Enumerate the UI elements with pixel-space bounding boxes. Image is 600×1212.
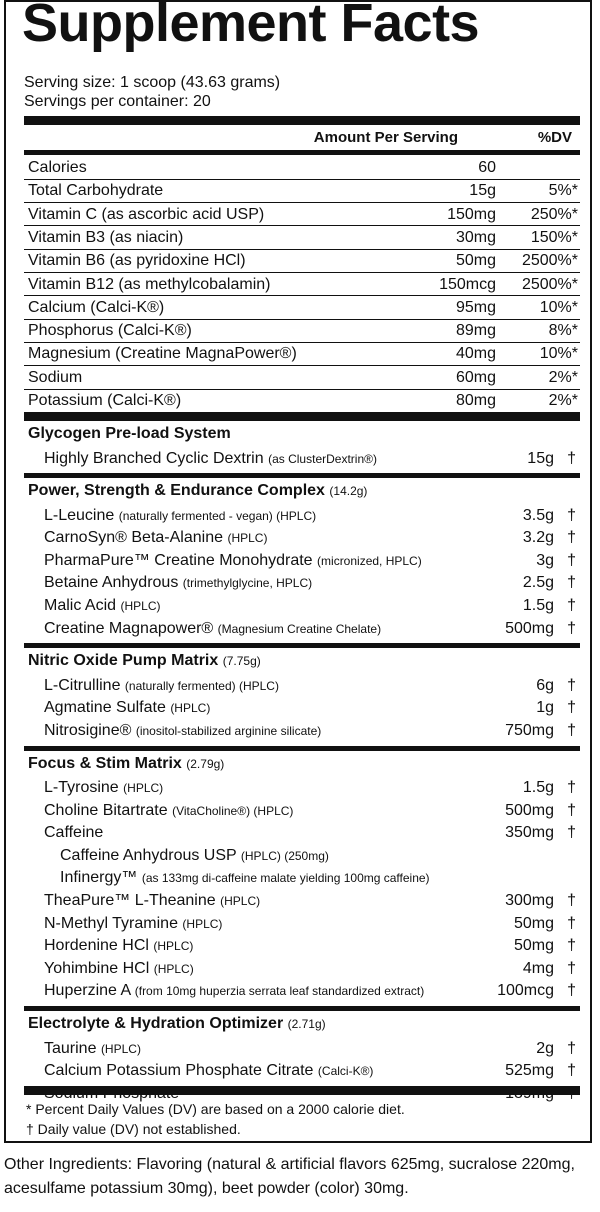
ingredient-name: L-Leucine — [44, 506, 115, 524]
ingredient-name: CarnoSyn® Beta-Alanine — [44, 529, 223, 547]
nutrient-label: Phosphorus (Calci-K®) — [28, 322, 192, 340]
ingredient-name: Yohimbine HCl — [44, 959, 150, 977]
nutrient-label: Calories — [28, 159, 87, 176]
ingredient-name: Caffeine Anhydrous USP — [60, 846, 237, 864]
ingredient-qualifier: (HPLC) — [100, 1041, 141, 1056]
ingredient-amount: 1.5g — [522, 779, 554, 796]
ingredient-name: Choline Bitartrate — [44, 801, 168, 819]
section-title — [28, 482, 367, 500]
nutrient-dv: 2%* — [548, 392, 578, 409]
ingredient-qualifier: (HPLC) — [123, 781, 164, 795]
dagger-mark: † — [567, 959, 576, 977]
ingredient-row — [24, 913, 580, 935]
ingredient-name: Caffeine — [44, 824, 104, 842]
ingredient-row — [24, 845, 580, 867]
dagger-mark: † — [567, 824, 576, 842]
ingredient-label — [44, 982, 424, 1000]
nutrient-amount: 15g — [469, 182, 496, 200]
nutrient-row — [24, 389, 580, 412]
dagger-mark: † — [567, 529, 576, 547]
ingredient-label — [44, 529, 267, 547]
section-name: Power, Strength & Endurance Complex — [28, 482, 325, 500]
nutrient-amount: 150mg — [447, 205, 496, 223]
ingredient-row — [24, 935, 580, 957]
nutrient-amount: 40mg — [455, 345, 496, 363]
ingredient-label — [44, 507, 316, 525]
nutrient-row — [24, 319, 580, 342]
ingredient-amount: 300mg — [505, 892, 554, 909]
nutrient-row — [24, 273, 580, 296]
ingredient-amount: 350mg — [505, 824, 554, 842]
nutrient-amount: 150mcg — [439, 275, 496, 293]
footnote-dv: * Percent Daily Values (DV) are based on a 2000 calorie diet. — [26, 1101, 405, 1117]
ingredient-amount: 3g — [536, 551, 554, 569]
nutrient-label: Potassium (Calci-K®) — [28, 392, 182, 409]
nutrient-dv: 250%* — [530, 205, 578, 223]
nutrient-row — [24, 226, 580, 249]
nutrient-row — [24, 203, 580, 226]
ingredient-label — [44, 677, 279, 695]
nutrient-dv: 2500%* — [521, 275, 578, 293]
dagger-mark: † — [567, 1062, 576, 1080]
nutrient-amount: 50mg — [455, 252, 496, 270]
ingredient-qualifier: (HPLC) — [153, 961, 194, 976]
ingredient-name: Taurine — [44, 1039, 97, 1057]
ingredient-qualifier: (HPLC) — [227, 531, 268, 546]
ingredient-label — [44, 915, 222, 933]
other-ingredients: Other Ingredients: Flavoring (natural & artificial flavors 625mg, sucralose 220mg, acesulfame potassium 30mg), beet powder (color) 30mg. — [4, 1156, 575, 1197]
nutrient-amount: 95mg — [455, 298, 496, 316]
ingredient-label — [44, 960, 194, 978]
dv-header: %DV — [537, 129, 572, 146]
section-weight: (7.75g) — [222, 654, 261, 669]
ingredient-qualifier: (as ClusterDextrin®) — [268, 451, 377, 466]
ingredient-name: Nitrosigine® — [44, 721, 132, 739]
ingredient-label — [44, 1040, 141, 1058]
ingredient-qualifier: (Calci-K®) — [317, 1064, 374, 1079]
nutrient-row — [24, 296, 580, 319]
dagger-mark: † — [567, 914, 576, 932]
section-divider — [24, 643, 580, 648]
nutrient-dv: 10%* — [539, 345, 578, 363]
ingredient-label — [44, 779, 163, 797]
ingredient-label — [44, 552, 422, 570]
ingredient-name: Creatine Magnapower® — [44, 619, 214, 637]
dagger-mark: † — [567, 506, 576, 524]
ingredient-amount: 6g — [536, 676, 554, 694]
ingredient-label — [44, 1062, 373, 1080]
ingredient-amount: 750mg — [505, 721, 554, 739]
ingredient-label — [44, 824, 103, 842]
ingredient-amount: 100mcg — [497, 982, 554, 1000]
ingredient-qualifier: (from 10mg huperzia serrata leaf standardized extract) — [134, 984, 425, 999]
ingredient-row — [24, 550, 580, 572]
ingredient-row — [24, 1060, 580, 1082]
panel-title: Supplement Facts — [22, 0, 480, 53]
dagger-mark: † — [567, 779, 576, 796]
dagger-mark: † — [567, 449, 576, 467]
medium-divider — [24, 150, 580, 155]
ingredient-row — [24, 595, 580, 617]
nutrient-amount: 89mg — [455, 322, 496, 340]
ingredient-amount: 50mg — [513, 914, 554, 932]
serving-size: Serving size: 1 scoop (43.63 grams) — [24, 74, 281, 91]
nutrient-label: Vitamin B3 (as niacin) — [28, 228, 184, 246]
ingredient-amount: 50mg — [513, 937, 554, 955]
section-weight: (2.71g) — [287, 1017, 326, 1031]
nutrient-row — [24, 249, 580, 272]
dagger-mark: † — [567, 597, 576, 614]
section-name: Electrolyte & Hydration Optimizer — [28, 1015, 284, 1032]
ingredient-row — [24, 1038, 580, 1060]
ingredient-row — [24, 958, 580, 980]
section-name: Focus & Stim Matrix — [28, 754, 182, 772]
ingredient-qualifier: (Magnesium Creatine Chelate) — [217, 621, 382, 636]
section-weight: (2.79g) — [186, 756, 225, 771]
section-name: Glycogen Pre-load System — [28, 425, 231, 442]
section-divider — [24, 1006, 580, 1011]
thick-divider — [24, 116, 580, 125]
supplement-facts-panel — [4, 0, 592, 1143]
thick-divider — [24, 1086, 580, 1095]
ingredient-name: Betaine Anhydrous — [44, 574, 179, 592]
dagger-mark: † — [567, 619, 576, 637]
ingredient-amount: 3.2g — [522, 529, 554, 547]
ingredient-qualifier: (naturally fermented - vegan) (HPLC) — [118, 508, 317, 523]
ingredient-qualifier: (VitaCholine®) (HPLC) — [172, 803, 294, 818]
section-title — [28, 652, 261, 670]
nutrient-label: Sodium — [28, 368, 83, 386]
nutrient-amount: 30mg — [455, 228, 496, 246]
nutrient-amount: 60mg — [455, 368, 496, 386]
ingredient-amount: 500mg — [505, 801, 554, 819]
ingredient-qualifier: (inositol-stabilized arginine silicate) — [135, 723, 322, 738]
ingredient-qualifier: (micronized, HPLC) — [317, 553, 422, 568]
ingredient-row — [24, 572, 580, 594]
ingredient-label — [44, 722, 321, 740]
dagger-mark: † — [567, 982, 576, 1000]
ingredient-amount: 3.5g — [522, 506, 554, 524]
thick-divider — [24, 412, 580, 421]
ingredient-row — [24, 618, 580, 640]
ingredient-qualifier: (HPLC) (250mg) — [240, 848, 329, 863]
dagger-mark: † — [567, 676, 576, 694]
ingredient-row — [24, 505, 580, 527]
nutrient-dv: 150%* — [530, 228, 578, 246]
ingredient-amount: 2g — [536, 1039, 554, 1057]
ingredient-label — [44, 620, 381, 638]
ingredient-qualifier: (HPLC) — [153, 939, 194, 954]
footnote-dagger: † Daily value (DV) not established. — [26, 1121, 241, 1137]
nutrient-dv: 2500%* — [521, 252, 578, 270]
ingredient-label — [44, 450, 377, 468]
ingredient-qualifier: (HPLC) — [170, 701, 211, 716]
nutrient-amount: 80mg — [455, 392, 496, 409]
section-title — [28, 755, 224, 773]
dagger-mark: † — [567, 551, 576, 569]
section-title — [28, 1015, 326, 1033]
section-weight: (14.2g) — [329, 484, 368, 499]
ingredient-amount: 1.5g — [522, 597, 554, 614]
nutrient-label: Magnesium (Creatine MagnaPower®) — [28, 345, 297, 363]
ingredient-name: PharmaPure™ Creatine Monohydrate — [44, 551, 313, 569]
ingredient-row — [24, 777, 580, 799]
nutrient-label: Vitamin B12 (as methylcobalamin) — [28, 275, 271, 293]
nutrient-amount: 60 — [478, 159, 496, 176]
dagger-mark: † — [567, 1039, 576, 1057]
ingredient-amount: 2.5g — [522, 574, 554, 592]
section-title — [28, 425, 231, 443]
ingredient-label — [44, 892, 260, 910]
ingredient-qualifier: (HPLC) — [120, 599, 161, 613]
ingredient-label — [44, 937, 193, 955]
ingredient-name: Hordenine HCl — [44, 937, 149, 955]
nutrient-row — [24, 342, 580, 365]
ingredient-row — [24, 822, 580, 844]
dagger-mark: † — [567, 801, 576, 819]
dagger-mark: † — [567, 574, 576, 592]
ingredient-name: Highly Branched Cyclic Dextrin — [44, 449, 264, 467]
nutrient-label: Vitamin C (as ascorbic acid USP) — [28, 205, 265, 223]
ingredient-qualifier: (HPLC) — [182, 916, 223, 931]
ingredient-label — [44, 574, 312, 592]
ingredient-label — [44, 597, 161, 615]
dagger-mark: † — [567, 892, 576, 909]
nutrient-dv: 8%* — [548, 322, 578, 340]
nutrient-dv: 2%* — [548, 368, 578, 386]
ingredient-qualifier: (HPLC) — [220, 894, 261, 908]
dagger-mark: † — [567, 699, 576, 717]
ingredient-row — [24, 800, 580, 822]
section-divider — [24, 473, 580, 478]
ingredient-label — [60, 847, 329, 865]
nutrient-dv: 10%* — [539, 298, 578, 316]
ingredient-label — [44, 802, 293, 820]
dagger-mark: † — [567, 937, 576, 955]
dagger-mark: † — [567, 721, 576, 739]
nutrient-row — [24, 366, 580, 389]
ingredient-name: L-Tyrosine — [44, 779, 119, 796]
ingredient-qualifier: (trimethylglycine, HPLC) — [182, 576, 313, 591]
ingredient-amount: 1g — [536, 699, 554, 717]
ingredient-label — [44, 699, 210, 717]
nutrient-dv: 5%* — [548, 182, 578, 200]
ingredient-amount: 525mg — [505, 1062, 554, 1080]
ingredient-row — [24, 720, 580, 742]
ingredient-qualifier: (as 133mg di-caffeine malate yielding 100mg caffeine) — [141, 871, 430, 886]
ingredient-label — [60, 869, 430, 887]
ingredient-row — [24, 697, 580, 719]
ingredient-row — [24, 675, 580, 697]
ingredient-name: L-Citrulline — [44, 676, 121, 694]
nutrient-row — [24, 179, 580, 202]
ingredient-row — [24, 890, 580, 912]
amount-header: Amount Per Serving — [313, 129, 458, 146]
nutrient-label: Calcium (Calci-K®) — [28, 298, 165, 316]
nutrient-row — [24, 156, 580, 179]
ingredient-row — [24, 980, 580, 1002]
ingredient-row — [24, 448, 580, 470]
ingredient-row — [24, 527, 580, 549]
section-name: Nitric Oxide Pump Matrix — [28, 652, 219, 670]
nutrient-label: Vitamin B6 (as pyridoxine HCl) — [28, 252, 246, 270]
ingredient-name: Malic Acid — [44, 597, 117, 614]
ingredient-row — [24, 867, 580, 889]
ingredient-amount: 500mg — [505, 619, 554, 637]
ingredient-name: N-Methyl Tyramine — [44, 914, 178, 932]
nutrient-label: Total Carbohydrate — [28, 182, 164, 200]
ingredient-name: Infinergy™ — [60, 869, 138, 887]
ingredient-name: Huperzine A — [44, 982, 131, 1000]
ingredient-name: Agmatine Sulfate — [44, 699, 166, 717]
ingredient-amount: 4mg — [522, 959, 554, 977]
ingredient-name: TheaPure™ L-Theanine — [44, 892, 216, 909]
servings-per-container: Servings per container: 20 — [24, 93, 211, 110]
ingredient-qualifier: (naturally fermented) (HPLC) — [124, 678, 279, 693]
ingredient-amount: 15g — [527, 449, 554, 467]
ingredient-name: Calcium Potassium Phosphate Citrate — [44, 1062, 314, 1080]
section-divider — [24, 746, 580, 751]
